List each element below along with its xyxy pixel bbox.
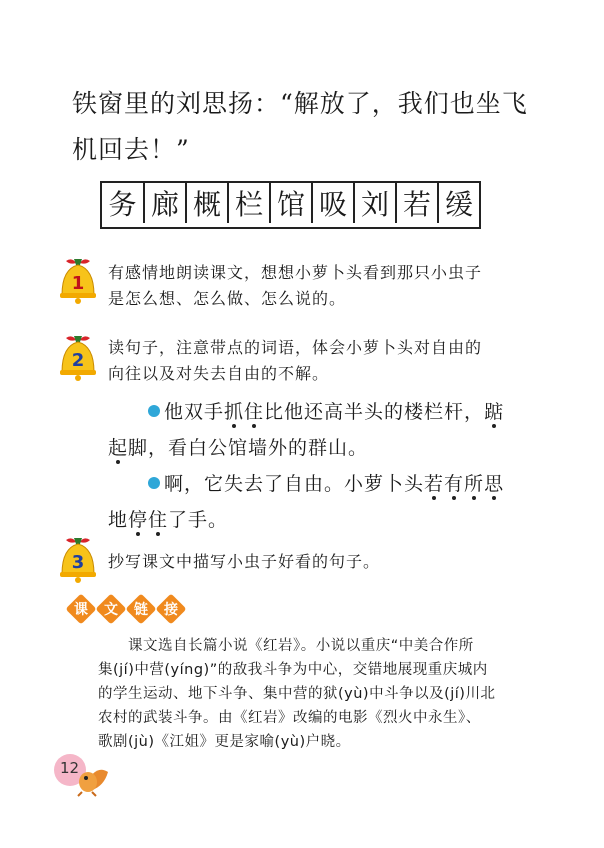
quote-line-2: 机回去！” <box>72 135 190 164</box>
question-2-line-2: 向往以及对失去自由的不解。 <box>108 364 330 383</box>
question-number: 2 <box>71 350 85 371</box>
body-line: 课文选自长篇小说《红岩》。小说以重庆“中美合作所 <box>128 638 474 654</box>
question-number: 3 <box>71 552 85 573</box>
page-number: 12 <box>60 759 80 777</box>
dotted-text <box>224 401 264 423</box>
character-cell: 廊 <box>145 183 187 223</box>
dotted-char: 停 <box>128 509 149 531</box>
character-cell: 若 <box>397 183 439 223</box>
dotted-char: 住 <box>244 401 265 423</box>
character-cell: 务 <box>102 183 145 223</box>
question-2-text <box>108 335 482 387</box>
dotted-char: 踮 <box>484 401 505 423</box>
title-char: 文 <box>95 593 126 624</box>
bell-icon-3 <box>52 534 104 586</box>
character-cell: 缓 <box>444 188 473 221</box>
question-1-text <box>108 260 482 312</box>
title-char: 链 <box>125 593 156 624</box>
dotted-text <box>128 509 168 531</box>
dotted-char: 若 <box>424 473 445 495</box>
sentence-2-line-1 <box>148 470 504 498</box>
new-characters-grid <box>100 181 481 229</box>
dotted-text <box>484 401 504 423</box>
dotted-char: 思 <box>484 473 505 495</box>
bell-icon-1 <box>52 255 104 307</box>
character-cell: 吸 <box>313 183 355 223</box>
title-char: 课 <box>65 593 96 624</box>
sentence-text: 了手。 <box>168 509 229 531</box>
dotted-char: 抓 <box>224 401 245 423</box>
sentence-2-line-2 <box>108 506 228 534</box>
dotted-char: 有 <box>444 473 465 495</box>
sentence-text: 他双手 <box>164 401 225 423</box>
body-line: 农村的武装斗争。由《红岩》改编的电影《烈火中永生》、 <box>98 710 481 726</box>
title-char: 接 <box>155 593 186 624</box>
sentence-text: 脚，看白公馆墙外的群山。 <box>128 437 369 459</box>
character-cell: 栏 <box>229 183 271 223</box>
character-cell: 刘 <box>355 183 397 223</box>
sentence-text: 比他还高半头的楼栏杆， <box>264 401 485 423</box>
question-3-text <box>108 549 380 575</box>
question-2-line-1: 读句子，注意带点的词语，体会小萝卜头对自由的 <box>108 338 483 357</box>
dotted-text <box>424 473 504 495</box>
question-1-line-1: 有感情地朗读课文，想想小萝卜头看到那只小虫子 <box>108 263 483 282</box>
link-section-title <box>70 598 188 620</box>
bullet-icon <box>148 477 160 489</box>
body-line: 集(jí)中营(yíng)”的敌我斗争为中心，交错地展现重庆城内 <box>98 662 488 678</box>
dotted-text <box>108 437 128 459</box>
body-line: 的学生运动、地下斗争、集中营的狱(yù)中斗争以及(jí)川北 <box>98 686 496 702</box>
dotted-char: 住 <box>148 509 169 531</box>
character-cell: 馆 <box>271 183 313 223</box>
question-1-line-2: 是怎么想、怎么做、怎么说的。 <box>108 289 347 308</box>
question-3-line-1: 抄写课文中描写小虫子好看的句子。 <box>108 552 381 571</box>
bullet-icon <box>148 405 160 417</box>
sentence-1-line-1 <box>148 398 504 426</box>
bell-icon-2 <box>52 332 104 384</box>
quote-line-1: 铁窗里的刘思扬：“解放了，我们也坐飞 <box>72 89 528 118</box>
sentence-text: 啊，它失去了自由。小萝卜头 <box>164 473 425 495</box>
sentence-text: 地 <box>108 509 129 531</box>
dotted-word <box>224 401 264 423</box>
dotted-char: 所 <box>464 473 485 495</box>
sentence-1-line-2 <box>108 434 368 462</box>
question-number: 1 <box>71 273 85 294</box>
body-line: 歌剧(jù)《江姐》更是家喻(yù)户晓。 <box>98 734 351 750</box>
link-section-body <box>98 634 495 754</box>
dotted-char: 起 <box>108 437 129 459</box>
character-cell: 概 <box>187 183 229 223</box>
